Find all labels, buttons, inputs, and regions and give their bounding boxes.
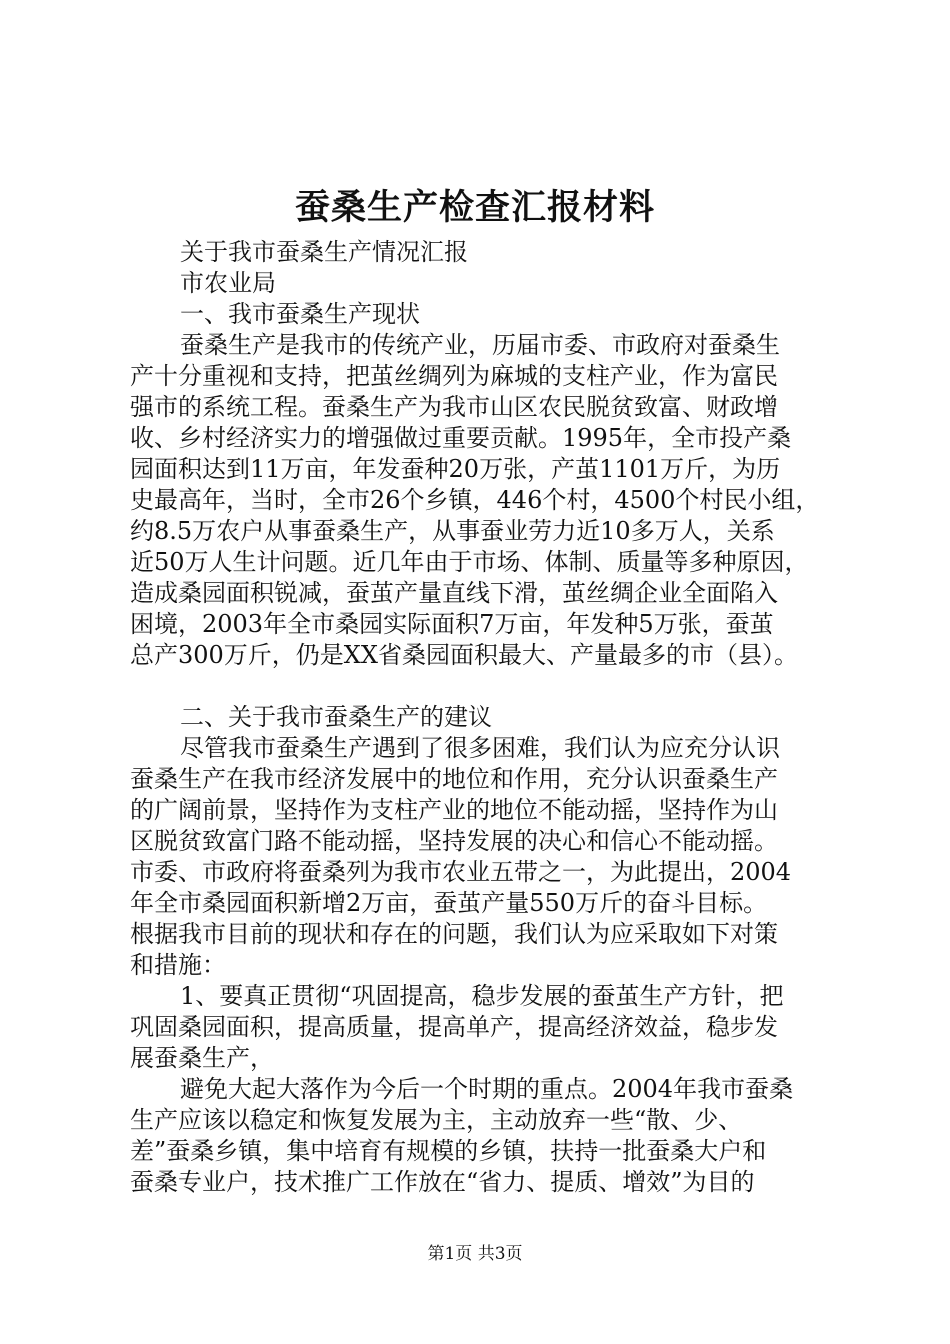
paragraph-line: 约8.5万农户从事蚕桑生产，从事蚕业劳力近10多万人，关系 [130, 517, 775, 545]
report-heading: 关于我市蚕桑生产情况汇报 [180, 238, 468, 266]
paragraph-line: 收、乡村经济实力的增强做过重要贡献。1995年，全市投产桑 [130, 424, 792, 452]
paragraph-line: 蚕桑生产是我市的传统产业，历届市委、市政府对蚕桑生 [180, 331, 780, 359]
paragraph-line: 困境，2003年全市桑园实际面积7万亩，年发种5万张，蚕茧 [130, 610, 774, 638]
paragraph-line: 蚕桑生产在我市经济发展中的地位和作用，充分认识蚕桑生产 [130, 765, 778, 793]
paragraph-line: 的广阔前景，坚持作为支柱产业的地位不能动摇，坚持作为山 [130, 796, 778, 824]
paragraph-line: 巩固桑园面积，提高质量，提高单产，提高经济效益，稳步发 [130, 1013, 778, 1041]
paragraph-line: 强市的系统工程。蚕桑生产为我市山区农民脱贫致富、财政增 [130, 393, 778, 421]
section-heading-2: 二、关于我市蚕桑生产的建议 [180, 703, 492, 731]
paragraph-line: 避免大起大落作为今后一个时期的重点。2004年我市蚕桑 [180, 1075, 794, 1103]
page-footer: 第1页 共3页 [427, 1244, 523, 1264]
paragraph-line: 根据我市目前的现状和存在的问题，我们认为应采取如下对策 [130, 920, 778, 948]
paragraph-line: 展蚕桑生产， [130, 1044, 274, 1072]
paragraph-line: 园面积达到11万亩，年发蚕种20万张，产茧1101万斤，为历 [130, 455, 781, 483]
paragraph-line: 差”蚕桑乡镇，集中培育有规模的乡镇，扶持一批蚕桑大户和 [130, 1137, 767, 1165]
document-body [130, 237, 834, 1198]
paragraph-line: 产十分重视和支持，把茧丝绸列为麻城的支柱产业，作为富民 [130, 362, 778, 390]
paragraph-line: 总产300万斤，仍是XX省桑园面积最大、产量最多的市（县）。 [130, 641, 798, 669]
paragraph-line: 近50万人生计问题。近几年由于市场、体制、质量等多种原因， [130, 548, 809, 576]
paragraph-line: 市委、市政府将蚕桑列为我市农业五带之一，为此提出，2004 [130, 858, 792, 886]
paragraph-line: 和措施： [130, 951, 226, 979]
paragraph-line: 蚕桑专业户，技术推广工作放在“省力、提质、增效”为目的 [130, 1168, 755, 1196]
paragraph-gap [130, 671, 834, 702]
measure-item-1: 1、要真正贯彻“巩固提高，稳步发展的蚕茧生产方针，把 [180, 982, 784, 1010]
document-title: 蚕桑生产检查汇报材料 [294, 187, 655, 228]
paragraph-line: 造成桑园面积锐减，蚕茧产量直线下滑，茧丝绸企业全面陷入 [130, 579, 778, 607]
author-line: 市农业局 [180, 269, 276, 297]
paragraph-line: 生产应该以稳定和恢复发展为主，主动放弃一些“散、少、 [130, 1106, 743, 1134]
paragraph-line: 尽管我市蚕桑生产遇到了很多困难，我们认为应充分认识 [180, 734, 780, 762]
paragraph-line: 区脱贫致富门路不能动摇，坚持发展的决心和信心不能动摇。 [130, 827, 778, 855]
paragraph-line: 年全市桑园面积新增2万亩，蚕茧产量550万斤的奋斗目标。 [130, 889, 768, 917]
section-heading-1: 一、我市蚕桑生产现状 [180, 300, 420, 328]
paragraph-line: 史最高年，当时，全市26个乡镇，446个村，4500个村民小组， [130, 486, 820, 514]
